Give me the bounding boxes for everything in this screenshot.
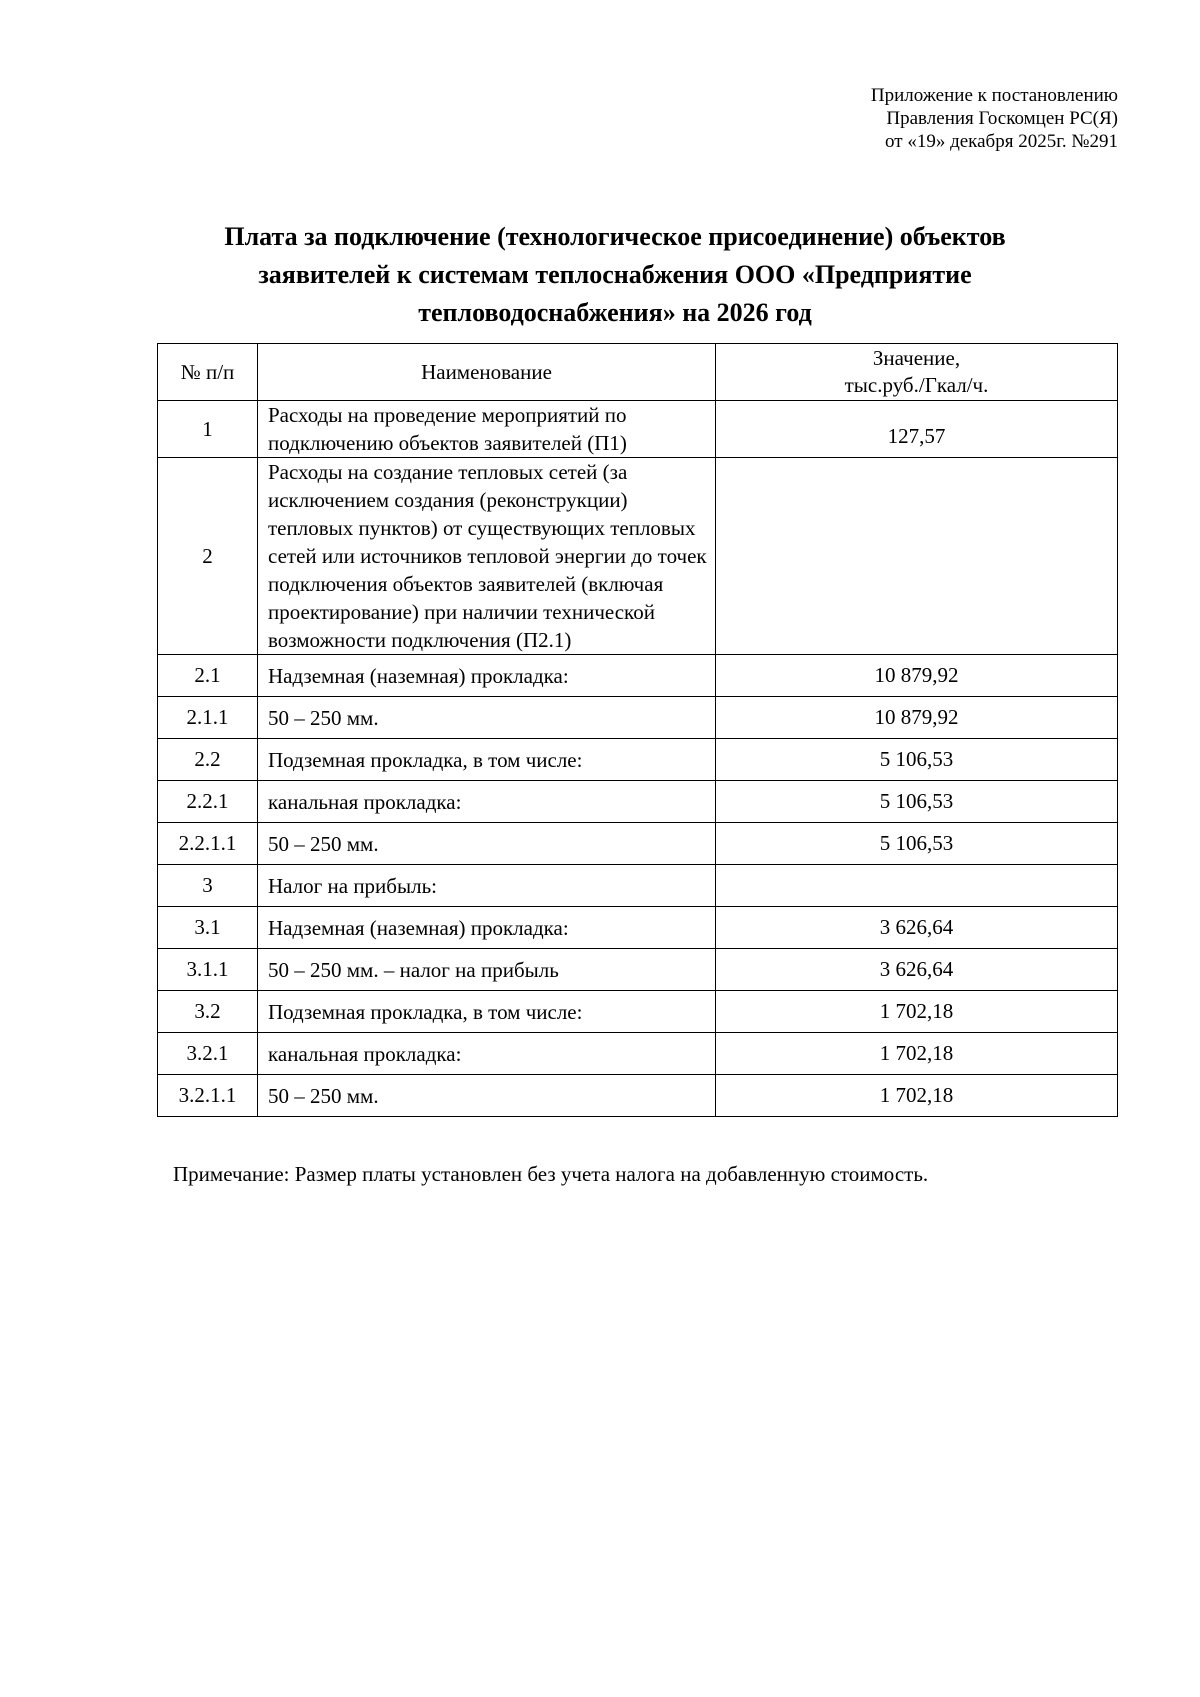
- header-value: [716, 344, 1118, 401]
- header-value-line-1: Значение,: [872, 346, 961, 370]
- table-row: [158, 1033, 1118, 1075]
- row-value: 1 702,18: [716, 991, 1118, 1033]
- row-num: 2.1: [158, 655, 258, 697]
- table-row: [158, 1075, 1118, 1117]
- table-header-row: [158, 344, 1118, 401]
- row-name: Налог на прибыль:: [258, 865, 716, 907]
- row-name: Подземная прокладка, в том числе:: [258, 991, 716, 1033]
- annex-line-3: от «19» декабря 2025г. №291: [885, 131, 1118, 152]
- row-value: 10 879,92: [716, 655, 1118, 697]
- row-value: 5 106,53: [716, 823, 1118, 865]
- header-name: Наименование: [258, 344, 716, 401]
- row-name: канальная прокладка:: [258, 781, 716, 823]
- row-name: Надземная (наземная) прокладка:: [258, 907, 716, 949]
- row-num: 2: [158, 458, 258, 655]
- annex-line-1: Приложение к постановлению: [870, 85, 1118, 106]
- row-name: канальная прокладка:: [258, 1033, 716, 1075]
- row-value: [716, 458, 1118, 655]
- document-title: [150, 218, 1080, 332]
- row-name: 50 – 250 мм.: [258, 1075, 716, 1117]
- table-row: [158, 781, 1118, 823]
- table-row: [158, 865, 1118, 907]
- row-value: [716, 865, 1118, 907]
- table-row: [158, 739, 1118, 781]
- row-num: 2.2.1.1: [158, 823, 258, 865]
- table-row: [158, 401, 1118, 458]
- header-value-line-2: тыс.руб./Гкал/ч.: [844, 373, 989, 397]
- row-num: 3.2.1.1: [158, 1075, 258, 1117]
- title-line-3: тепловодоснабжения» на 2026 год: [418, 298, 812, 327]
- annex-reference: [871, 84, 1118, 153]
- table-row: [158, 991, 1118, 1033]
- row-value: 127,57: [716, 401, 1118, 458]
- row-name: 50 – 250 мм.: [258, 697, 716, 739]
- row-num: 3: [158, 865, 258, 907]
- table-row: [158, 655, 1118, 697]
- row-name: Расходы на создание тепловых сетей (за исключением создания (реконструкции) тепловых пунктов) от существующих тепловых сетей или источников тепловой энергии до точек подключения объектов заявителей (включая проектирование) при наличии технической возможности подключения (П2.1): [258, 458, 716, 655]
- table-row: [158, 697, 1118, 739]
- row-name: Подземная прокладка, в том числе:: [258, 739, 716, 781]
- row-value: 3 626,64: [716, 907, 1118, 949]
- row-value: 3 626,64: [716, 949, 1118, 991]
- row-value: 5 106,53: [716, 781, 1118, 823]
- table-row: [158, 907, 1118, 949]
- row-value: 1 702,18: [716, 1075, 1118, 1117]
- row-num: 3.2: [158, 991, 258, 1033]
- row-value: 5 106,53: [716, 739, 1118, 781]
- table-row: [158, 823, 1118, 865]
- row-num: 3.1.1: [158, 949, 258, 991]
- row-name: Расходы на проведение мероприятий по подключению объектов заявителей (П1): [258, 401, 716, 458]
- table-row: [158, 458, 1118, 655]
- title-line-2: заявителей к системам теплоснабжения ООО «Предприятие: [258, 260, 972, 289]
- title-line-1: Плата за подключение (технологическое присоединение) объектов: [224, 222, 1006, 251]
- row-num: 2.2: [158, 739, 258, 781]
- row-name: 50 – 250 мм.: [258, 823, 716, 865]
- row-num: 3.1: [158, 907, 258, 949]
- row-name: 50 – 250 мм. – налог на прибыль: [258, 949, 716, 991]
- row-value: 1 702,18: [716, 1033, 1118, 1075]
- table-note: Примечание: Размер платы установлен без учета налога на добавленную стоимость.: [173, 1162, 929, 1186]
- fee-table: [157, 343, 1118, 1117]
- row-num: 2.1.1: [158, 697, 258, 739]
- annex-line-2: Правления Госкомцен РС(Я): [886, 108, 1118, 129]
- row-num: 3.2.1: [158, 1033, 258, 1075]
- row-name: Надземная (наземная) прокладка:: [258, 655, 716, 697]
- header-num: № п/п: [158, 344, 258, 401]
- row-num: 2.2.1: [158, 781, 258, 823]
- row-value: 10 879,92: [716, 697, 1118, 739]
- row-num: 1: [158, 401, 258, 458]
- table-row: [158, 949, 1118, 991]
